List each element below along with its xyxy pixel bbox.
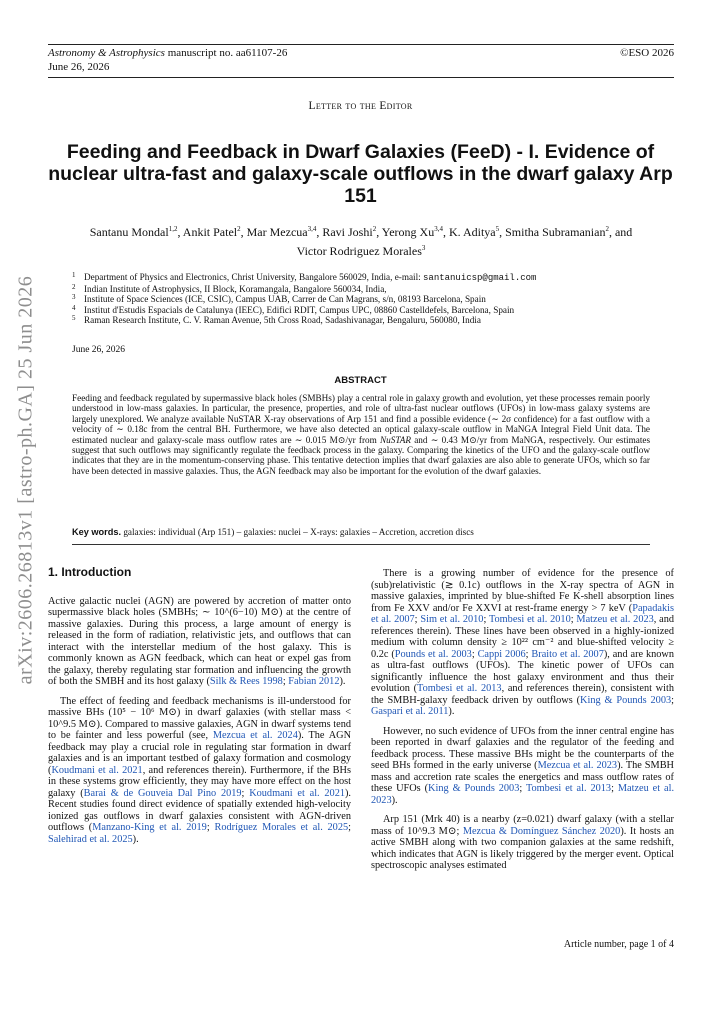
citation-link[interactable]: Salehirad et al. 2025 xyxy=(48,833,133,845)
citation-link[interactable]: Matzeu et al. 2023 xyxy=(576,614,654,625)
author: Santanu Mondal$^{1,2}$ xyxy=(89,225,178,239)
letter-label xyxy=(0,100,721,112)
right-column xyxy=(371,568,674,880)
citation-link[interactable]: Manzano-King et al. 2019 xyxy=(92,822,207,833)
arxiv-stamp xyxy=(6,270,46,690)
author-list: Santanu Mondal$^{1,2}$, Ankit Patel$^2$, Mar Mezcua$^{3,4}$, Ravi Joshi$^2$, Yerong Xu$^{3,4}$, K. Aditya$^5$, Smitha Subramanian$^2$, and Victor Rodriguez Morales$^3$ xyxy=(89,225,633,258)
affiliation-item: 2 Indian Institute of Astrophysics, II Block, Koramangala, Bangalore 560034, India, xyxy=(72,282,387,294)
paragraph: Active galactic nuclei (AGN) are powered by accretion of matter onto supermassive black holes (SMBHs; ∼ 10^(6−10) M⊙) at the centre of massive galaxies. During this process, a large amount of energy is released in the form of radiation, relativistic jets, and outflows that can interact with the interstellar medium of the host galaxy. This is commonly known as AGN feedback, which can heat or expel gas from the galaxy, thereby regulating star formation and influencing the growth of both the SMBH and its host galaxy (Silk & Rees 1998; Fabian 2012). xyxy=(48,595,351,687)
email-link[interactable]: santanuicsp@gmail.com xyxy=(423,273,537,283)
citation-link[interactable]: Mezcua et al. 2024 xyxy=(212,730,298,741)
header-date: June 26, 2026 xyxy=(48,61,110,73)
citation-link[interactable]: Fabian 2012 xyxy=(288,676,340,687)
citation-link[interactable]: Tombesi et al. 2013 xyxy=(417,683,502,694)
abstract-rule xyxy=(72,544,650,545)
authors-and: and xyxy=(614,225,633,239)
citation-link[interactable]: Tombesi et al. 2013 xyxy=(525,783,612,794)
citation-link[interactable]: Tombesi et al. 2010 xyxy=(488,614,571,625)
running-header xyxy=(48,44,674,78)
author: Ravi Joshi$^2$ xyxy=(322,225,377,239)
citation-link[interactable]: Sim et al. 2010 xyxy=(420,614,484,625)
journal-line xyxy=(48,47,287,59)
citation-link[interactable]: King & Pounds 2003 xyxy=(580,694,672,706)
affiliation-item: 1 Department of Physics and Electronics, Christ University, Bangalore 560029, India, e-mail: santanuicsp@gmail.com xyxy=(72,271,537,283)
page-footer: Article number, page 1 of 4 xyxy=(563,939,674,950)
abstract-heading: ABSTRACT xyxy=(334,375,387,386)
author: K. Aditya$^5$ xyxy=(448,225,500,239)
paragraph: However, no such evidence of UFOs from the inner central engine has been reported in dwarf galaxies and the regulator of the feeding and feedback process. These massive BHs might be the counterparts of the seed BHs formed in the early universe (Mezcua et al. 2023). The SMBH mass and accretion rate scales the energetics and mass outflow rates of these UFOs (King & Pounds 2003; Tombesi et al. 2013; Matzeu et al. 2023). xyxy=(371,725,675,806)
keywords-label: Key words. xyxy=(72,527,122,537)
affiliation-item: 5 Raman Research Institute, C. V. Raman Avenue, 5th Cross Road, Sadashivanagar, Bengaluru, 560080, India xyxy=(72,314,481,326)
keywords-text: galaxies: individual (Arp 151) – galaxies: nuclei – X-rays: galaxies – Accretion, accretion discs xyxy=(123,527,474,537)
paper-title: Feeding and Feedback in Dwarf Galaxies (FeeD) - I. Evidence of nuclear ultra-fast and galaxy-scale outflows in the dwarf galaxy Arp 151 xyxy=(48,141,673,207)
affiliation-item: 3 Institute of Space Sciences (ICE, CSIC), Campus UAB, Carrer de Can Magrans, s/n, 08193 Barcelona, Spain xyxy=(72,293,486,305)
citation-link[interactable]: Barai & de Gouveia Dal Pino 2019 xyxy=(83,787,242,799)
citation-link[interactable]: Pounds et al. 2003 xyxy=(394,648,472,660)
journal-name: Astronomy & Astrophysics xyxy=(48,47,165,59)
paragraph: The effect of feeding and feedback mechanisms is ill-understood for massive BHs (10⁵ − 10⁶ M⊙) in dwarf galaxies (with stellar mass < 10^9.5 M⊙). Compared to massive galaxies, AGN in dwarf systems tend to be fainter and less powerful (see, Mezcua et al. 2024). The AGN feedback may play a crucial role in regulating star formation in dwarf galaxies and is an important testbed of galaxy formation and cosmology (Koudmani et al. 2021, and references therein). Furthermore, if the BHs in these systems grow efficiently, they may have more effect on the host galaxy (Barai & de Gouveia Dal Pino 2019; Koudmani et al. 2021). Recent studies found direct evidence of spatially extended high-velocity ionized gas outflows in dwarf galaxies consistent with AGN-driven outflows (Manzano-King et al. 2019; Rodríguez Morales et al. 2025; Salehirad et al. 2025). xyxy=(48,695,352,845)
keywords xyxy=(72,527,650,538)
received-date: June 26, 2026 xyxy=(72,345,126,355)
citation-link[interactable]: Cappi 2006 xyxy=(477,648,526,660)
author: Yerong Xu$^{3,4}$ xyxy=(381,225,443,239)
citation-link[interactable]: Papadakis et al. 2007 xyxy=(371,602,674,625)
citation-link[interactable]: Matzeu et al. 2023 xyxy=(371,783,675,806)
author: Victor Rodriguez Morales$^3$ xyxy=(296,244,426,258)
citation-link[interactable]: King & Pounds 2003 xyxy=(428,783,520,794)
citation-link[interactable]: Mezcua et al. 2023 xyxy=(537,760,618,771)
affiliations xyxy=(72,272,672,326)
arxiv-stamp-text: arXiv:2606.26813v1 [astro-ph.GA] 25 Jun 2026 xyxy=(14,275,37,685)
abstract-text: Feeding and feedback regulated by supermassive black holes (SMBHs) play a central role in galaxy growth and evolution, yet these processes remain poorly understood in low-mass galaxies. In particular, the presence, properties, and role of ultra-fast nuclear outflows (UFOs) in low-mass galaxy systems are largely unexplored. We analyze available NuSTAR X-ray observations of Arp 151 and find a possible evidence (∼ 2σ confidence) for a fast outflow with a velocity of ∼ 0.18c from the central BH. Furthermore, we have also detected an optical galaxy-scale outflow in MaNGA Integral Field Unit data. The estimated nuclear and galaxy-scale mass outflow rates are ∼ 0.015 M⊙/yr from NuSTAR and ∼ 0.43 M⊙/yr from MaNGA, respectively. Our estimates suggest that such outflows may significantly regulate the feedback process in the galaxy. Comparing the kinetics of the UFO and the galaxy-scale outflow indicates that they are in the momentum-conserving phase. This tentative detection implies that dwarf galaxies are also able to generate UFOs, which so far have been detected in massive galaxies. Thus, the AGN feedback may also be important for the evolution of the dwarf galaxies. xyxy=(72,393,651,476)
author: Ankit Patel$^2$ xyxy=(182,225,241,239)
letter-label-text: Letter to the Editor xyxy=(308,100,413,112)
citation-link[interactable]: Rodríguez Morales et al. 2025 xyxy=(214,822,349,833)
citation-link[interactable]: Koudmani et al. 2021 xyxy=(249,787,345,799)
citation-link[interactable]: Gaspari et al. 2011 xyxy=(371,706,449,717)
affiliation-item: 4 Institut d'Estudis Espacials de Catalunya (IEEC), Edifici RDIT, Campus UPC, 08860 Castelldefels, Barcelona, Spain xyxy=(72,303,515,315)
citation-link[interactable]: Silk & Rees 1998 xyxy=(209,676,283,687)
author: Mar Mezcua$^{3,4}$ xyxy=(246,225,317,239)
citation-link[interactable]: Braito et al. 2007 xyxy=(531,648,604,660)
left-column xyxy=(48,567,351,853)
copyright: ©ESO 2026 xyxy=(620,47,674,59)
paragraph: Arp 151 (Mrk 40) is a nearby (z=0.021) dwarf galaxy (with a stellar mass of 10^9.3 M⊙; Mezcua & Domínguez Sánchez 2020). It hosts an active SMBH along with two companion galaxies at the same redshift, which indicates that AGN is likely triggered by the merger event. Optical spectroscopic analyses estimated xyxy=(371,814,674,871)
paragraph: There is a growing number of evidence for the presence of (sub)relativistic (≳ 0.1c) outflows in the X-ray spectra of AGN in massive galaxies, imprinted by blue-shifted Fe K-shell absorption lines from Fe XXV and/or Fe XXVI at rest-frame energy > 7 keV (Papadakis et al. 2007; Sim et al. 2010; Tombesi et al. 2010; Matzeu et al. 2023, and references therein). These lines have been observed in a highly-ionized medium with column density ≥ 10²² cm⁻² and blue-shifted velocity ≥ 0.2c (Pounds et al. 2003; Cappi 2006; Braito et al. 2007), and are known as ultra-fast outflows (UFOs). The kinetic power of UFOs can significantly influence the host galaxy environment and thus their evolution (Tombesi et al. 2013, and references therein), consistent with the SMBH-galaxy feedback driven by outflows (King & Pounds 2003; Gaspari et al. 2011). xyxy=(371,568,675,717)
section-heading: 1. Introduction xyxy=(48,565,132,579)
manuscript-number: manuscript no. aa61107-26 xyxy=(167,47,288,59)
citation-link[interactable]: Koudmani et al. 2021 xyxy=(51,764,143,776)
author: Smitha Subramanian$^2$ xyxy=(505,225,609,239)
citation-link[interactable]: Mezcua & Domínguez Sánchez 2020 xyxy=(462,825,621,837)
